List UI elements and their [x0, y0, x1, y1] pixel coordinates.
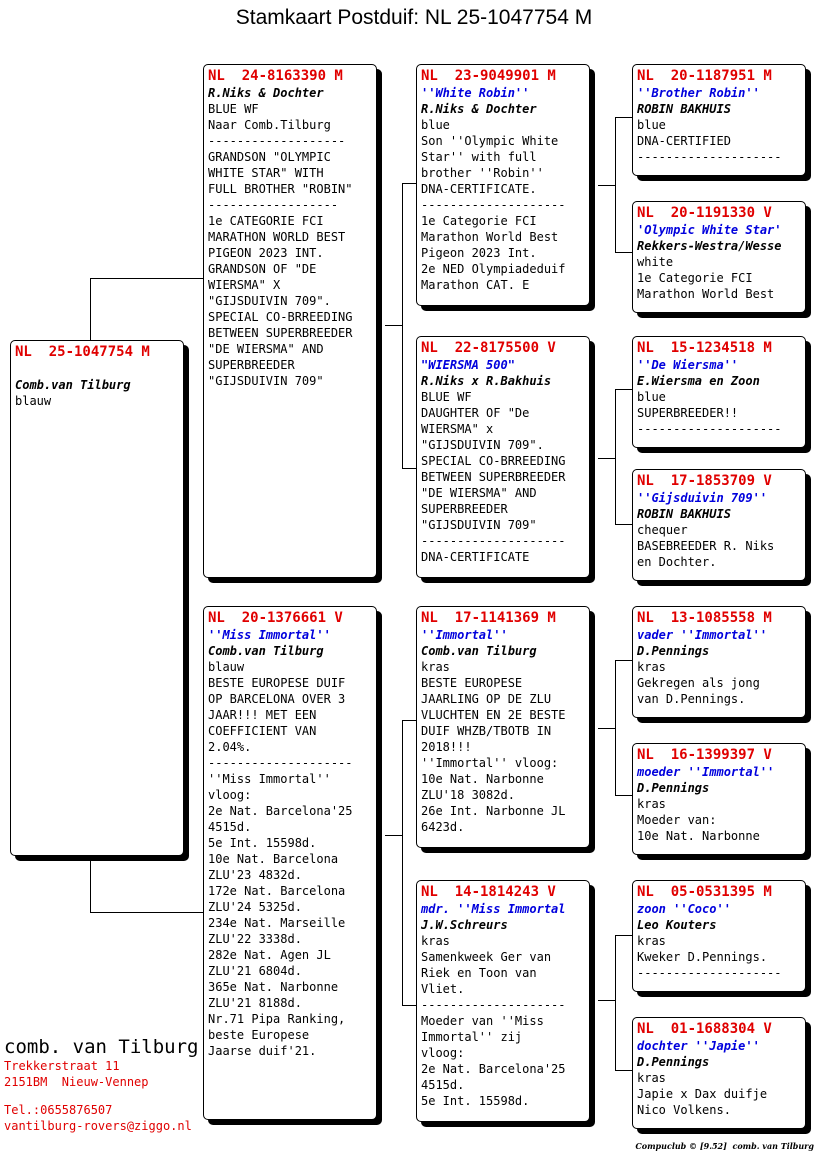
info-line: 2e Nat. Barcelona'25 [208, 804, 353, 818]
info-line: 6423d. [421, 820, 465, 834]
pigeon-card-fmm[interactable] [632, 469, 806, 581]
pigeon-name: moeder ''Immortal'' [637, 765, 775, 779]
info-line: SUPERBREEDER!! [637, 406, 739, 420]
breeder-name: D.Pennings [637, 644, 710, 658]
owner-info [4, 1036, 198, 1134]
pigeon-card-subject[interactable] [10, 340, 184, 856]
connector [402, 468, 417, 469]
info-line: kras [421, 934, 450, 948]
connector [402, 183, 403, 468]
ring-number: NL 20-1376661 V [208, 610, 343, 626]
connector [402, 183, 417, 184]
info-line: -------------------- [208, 756, 353, 770]
ring-number: NL 20-1191330 V [637, 205, 772, 221]
info-line: -------------------- [637, 150, 782, 164]
info-line: beste Europese [208, 1028, 310, 1042]
connector [615, 660, 633, 661]
info-line: 2e NED Olympiadeduif [421, 262, 566, 276]
pigeon-name: ''De Wiersma'' [637, 358, 739, 372]
info-line: SUPERBREEDER [208, 358, 295, 372]
owner-name: comb. van Tilburg [4, 1036, 199, 1058]
info-line: PIGEON 2023 INT. [208, 246, 324, 260]
info-line: kras [637, 797, 666, 811]
info-line: DAUGHTER OF "De [421, 406, 530, 420]
info-line: 1e Categorie FCI [637, 271, 753, 285]
info-line: DNA-CERTIFICATE [421, 550, 530, 564]
info-line: 4515d. [421, 1078, 465, 1092]
info-line: Nr.71 Pipa Ranking, [208, 1012, 346, 1026]
info-line: SUPERBREEDER [421, 502, 508, 516]
pigeon-card-father[interactable] [203, 64, 377, 578]
info-line: 2e Nat. Barcelona'25 [421, 1062, 566, 1076]
info-line: GRANDSON "OLYMPIC [208, 150, 331, 164]
breeder-name: Rekkers-Westra/Wesse [637, 239, 782, 253]
info-line: ZLU'22 3338d. [208, 932, 302, 946]
info-line: Immortal'' zij [421, 1030, 523, 1044]
info-line: BLUE WF [208, 102, 259, 116]
info-line: Gekregen als jong [637, 676, 760, 690]
info-line: blauw [208, 660, 245, 674]
info-line: -------------------- [421, 198, 566, 212]
pigeon-card-fmf[interactable] [632, 336, 806, 448]
info-line: 10e Nat. Narbonne [421, 772, 544, 786]
info-line: Japie x Dax duifje [637, 1087, 768, 1101]
info-line: GRANDSON OF "DE [208, 262, 317, 276]
info-line: en Dochter. [637, 555, 717, 569]
ring-number: NL 25-1047754 M [15, 344, 150, 360]
connector [598, 728, 616, 729]
connector [402, 720, 403, 1005]
info-line: "GIJSDUIVIN 709" [208, 374, 324, 388]
connector [615, 117, 616, 252]
owner-city: 2151BM Nieuw-Vennep [4, 1075, 149, 1089]
breeder-name: E.Wiersma en Zoon [637, 374, 760, 388]
info-line: 365e Nat. Narbonne [208, 980, 339, 994]
connector [615, 660, 616, 795]
info-line: ------------------ [208, 198, 339, 212]
connector [598, 1000, 616, 1001]
pigeon-name: ''White Robin'' [421, 86, 530, 100]
ring-number: NL 23-9049901 M [421, 68, 556, 84]
breeder-name: R.Niks x R.Bakhuis [421, 374, 552, 388]
info-line: WHITE STAR" WITH [208, 166, 324, 180]
info-line: OP BARCELONA OVER 3 [208, 692, 346, 706]
breeder-name: D.Pennings [637, 781, 710, 795]
ring-number: NL 05-0531395 M [637, 884, 772, 900]
pigeon-card-mother[interactable] [203, 606, 377, 1120]
pigeon-name: ''Brother Robin'' [637, 86, 760, 100]
info-line: MARATHON WORLD BEST [208, 230, 346, 244]
page-title: Stamkaart Postduif: NL 25-1047754 M [235, 6, 593, 29]
info-line: ZLU'24 5325d. [208, 900, 302, 914]
ring-number: NL 15-1234518 M [637, 340, 772, 356]
connector [615, 524, 633, 525]
info-line: ZLU'21 8188d. [208, 996, 302, 1010]
breeder-name: Comb.van Tilburg [421, 644, 537, 658]
pigeon-card-fff[interactable] [632, 64, 806, 176]
info-line: SPECIAL CO-BRREEDING [208, 310, 353, 324]
owner-phone: Tel.:0655876507 [4, 1103, 113, 1117]
info-line: 1e CATEGORIE FCI [208, 214, 324, 228]
info-line: ZLU'21 6804d. [208, 964, 302, 978]
info-line: WIERSMA" X [208, 278, 281, 292]
info-line: WIERSMA" x [421, 422, 494, 436]
pigeon-card-father-father[interactable] [416, 64, 590, 306]
ring-number: NL 20-1187951 M [637, 68, 772, 84]
pigeon-card-mother-father[interactable] [416, 606, 590, 848]
connector [615, 252, 633, 253]
info-line: VLUCHTEN EN 2E BESTE [421, 708, 566, 722]
info-line: vloog: [208, 788, 252, 802]
info-line: blue [637, 390, 666, 404]
info-line: -------------------- [421, 998, 566, 1012]
pigeon-name: mdr. ''Miss Immortal [421, 902, 566, 916]
info-line: van D.Pennings. [637, 692, 746, 706]
connector [385, 835, 403, 836]
pigeon-name: ''Gijsduivin 709'' [637, 491, 768, 505]
pigeon-name: ''Immortal'' [421, 628, 508, 642]
info-line: DNA-CERTIFIED [637, 134, 731, 148]
breeder-name: R.Niks & Dochter [421, 102, 537, 116]
pigeon-card-mmm[interactable] [632, 1017, 806, 1129]
info-line: Moeder van: [637, 813, 717, 827]
info-line: Samenkweek Ger van [421, 950, 552, 964]
info-line: Marathon World Best [421, 230, 559, 244]
owner-email[interactable]: vantilburg-rovers@ziggo.nl [4, 1119, 192, 1133]
pigeon-name: vader ''Immortal'' [637, 628, 768, 642]
info-line: 10e Nat. Narbonne [637, 829, 760, 843]
info-line: blue [637, 118, 666, 132]
info-line: "GIJSDUIVIN 709" [421, 518, 537, 532]
pigeon-name: ''Miss Immortal'' [208, 628, 331, 642]
ring-number: NL 13-1085558 M [637, 610, 772, 626]
pigeon-card-mff[interactable] [632, 606, 806, 718]
info-line: BETWEEN SUPERBREEDER [421, 470, 566, 484]
info-line: BLUE WF [421, 390, 472, 404]
ring-number: NL 14-1814243 V [421, 884, 556, 900]
info-line: Naar Comb.Tilburg [208, 118, 331, 132]
pigeon-card-mother-mother[interactable] [416, 880, 590, 1122]
info-line: BESTE EUROPESE [421, 676, 523, 690]
info-line: white [637, 255, 674, 269]
info-line: 10e Nat. Barcelona [208, 852, 339, 866]
info-line: BETWEEN SUPERBREEDER [208, 326, 353, 340]
connector [598, 458, 616, 459]
info-line: "DE WIERSMA" AND [421, 486, 537, 500]
connector [598, 185, 616, 186]
info-line: Marathon CAT. E [421, 278, 530, 292]
info-line: 282e Nat. Agen JL [208, 948, 331, 962]
footer-credit: Compuclub © [9.52] comb. van Tilburg [635, 1141, 814, 1151]
breeder-name: R.Niks & Dochter [208, 86, 324, 100]
info-line: ''Miss Immortal'' [208, 772, 331, 786]
connector [402, 720, 417, 721]
info-line: vloog: [421, 1046, 465, 1060]
ring-number: NL 17-1853709 V [637, 473, 772, 489]
connector [615, 1070, 633, 1071]
pigeon-card-father-mother[interactable] [416, 336, 590, 578]
pigeon-card-mmf[interactable] [632, 880, 806, 992]
info-line: 4515d. [208, 820, 252, 834]
info-line: kras [637, 660, 666, 674]
info-line: 26e Int. Narbonne JL [421, 804, 566, 818]
ring-number: NL 24-8163390 M [208, 68, 343, 84]
info-line: kras [637, 1071, 666, 1085]
ring-number: NL 22-8175500 V [421, 340, 556, 356]
info-line: 5e Int. 15598d. [208, 836, 317, 850]
connector [615, 389, 616, 524]
info-line: ------------------- [208, 134, 346, 148]
info-line: Riek en Toon van [421, 966, 537, 980]
info-line: JAAR!!! MET EEN [208, 708, 317, 722]
connector [90, 912, 204, 913]
pigeon-card-ffm[interactable] [632, 201, 806, 313]
info-line: Star'' with full [421, 150, 537, 164]
info-line: Pigeon 2023 Int. [421, 246, 537, 260]
info-line: COEFFICIENT VAN [208, 724, 317, 738]
pigeon-card-mfm[interactable] [632, 743, 806, 855]
ring-number: NL 01-1688304 V [637, 1021, 772, 1037]
info-line: BASEBREEDER R. Niks [637, 539, 775, 553]
connector [402, 1005, 417, 1006]
info-line: Vliet. [421, 982, 465, 996]
info-line: 172e Nat. Barcelona [208, 884, 346, 898]
info-line: Moeder van ''Miss [421, 1014, 544, 1028]
info-line: ZLU'18 3082d. [421, 788, 515, 802]
info-line: "GIJSDUIVIN 709". [421, 438, 544, 452]
breeder-name: ROBIN BAKHUIS [637, 507, 731, 521]
owner-street: Trekkerstraat 11 [4, 1059, 120, 1073]
breeder-name: Leo Kouters [637, 918, 717, 932]
breeder-name: D.Pennings [637, 1055, 710, 1069]
ring-number: NL 16-1399397 V [637, 747, 772, 763]
connector [615, 117, 633, 118]
info-line: 2.04%. [208, 740, 252, 754]
info-line: DNA-CERTIFICATE. [421, 182, 537, 196]
pigeon-name: 'Olympic White Star' [637, 223, 782, 237]
info-line: "DE WIERSMA" AND [208, 342, 324, 356]
info-line: "GIJSDUIVIN 709". [208, 294, 331, 308]
pigeon-name: zoon ''Coco'' [637, 902, 731, 916]
info-line: Marathon World Best [637, 287, 775, 301]
info-line: Son ''Olympic White [421, 134, 559, 148]
info-line: blauw [15, 394, 52, 408]
connector [615, 935, 616, 1070]
breeder-name: J.W.Schreurs [421, 918, 508, 932]
info-line: 5e Int. 15598d. [421, 1094, 530, 1108]
info-line: Nico Volkens. [637, 1103, 731, 1117]
connector [615, 389, 633, 390]
info-line: -------------------- [421, 534, 566, 548]
info-line: ZLU'23 4832d. [208, 868, 302, 882]
info-line: Jaarse duif'21. [208, 1044, 317, 1058]
info-line: Kweker D.Pennings. [637, 950, 768, 964]
breeder-name: Comb.van Tilburg [15, 378, 131, 392]
info-line: DUIF WHZB/TBOTB IN [421, 724, 552, 738]
info-line: kras [637, 934, 666, 948]
info-line: blue [421, 118, 450, 132]
breeder-name: ROBIN BAKHUIS [637, 102, 731, 116]
connector [90, 856, 91, 912]
connector [90, 278, 91, 340]
info-line: ''Immortal'' vloog: [421, 756, 559, 770]
info-line: FULL BROTHER "ROBIN" [208, 182, 353, 196]
ring-number: NL 17-1141369 M [421, 610, 556, 626]
info-line: JAARLING OP DE ZLU [421, 692, 552, 706]
info-line: -------------------- [637, 422, 782, 436]
info-line: -------------------- [637, 966, 782, 980]
info-line: BESTE EUROPESE DUIF [208, 676, 346, 690]
connector [90, 278, 204, 279]
info-line: chequer [637, 523, 688, 537]
info-line: kras [421, 660, 450, 674]
connector [615, 795, 633, 796]
pigeon-name: "WIERSMA 500" [421, 358, 515, 372]
info-line: 234e Nat. Marseille [208, 916, 346, 930]
pigeon-name: dochter ''Japie'' [637, 1039, 760, 1053]
info-line: 2018!!! [421, 740, 472, 754]
connector [385, 325, 403, 326]
connector [615, 935, 633, 936]
info-line: SPECIAL CO-BRREEDING [421, 454, 566, 468]
info-line: brother ''Robin'' [421, 166, 544, 180]
info-line: 1e Categorie FCI [421, 214, 537, 228]
breeder-name: Comb.van Tilburg [208, 644, 324, 658]
